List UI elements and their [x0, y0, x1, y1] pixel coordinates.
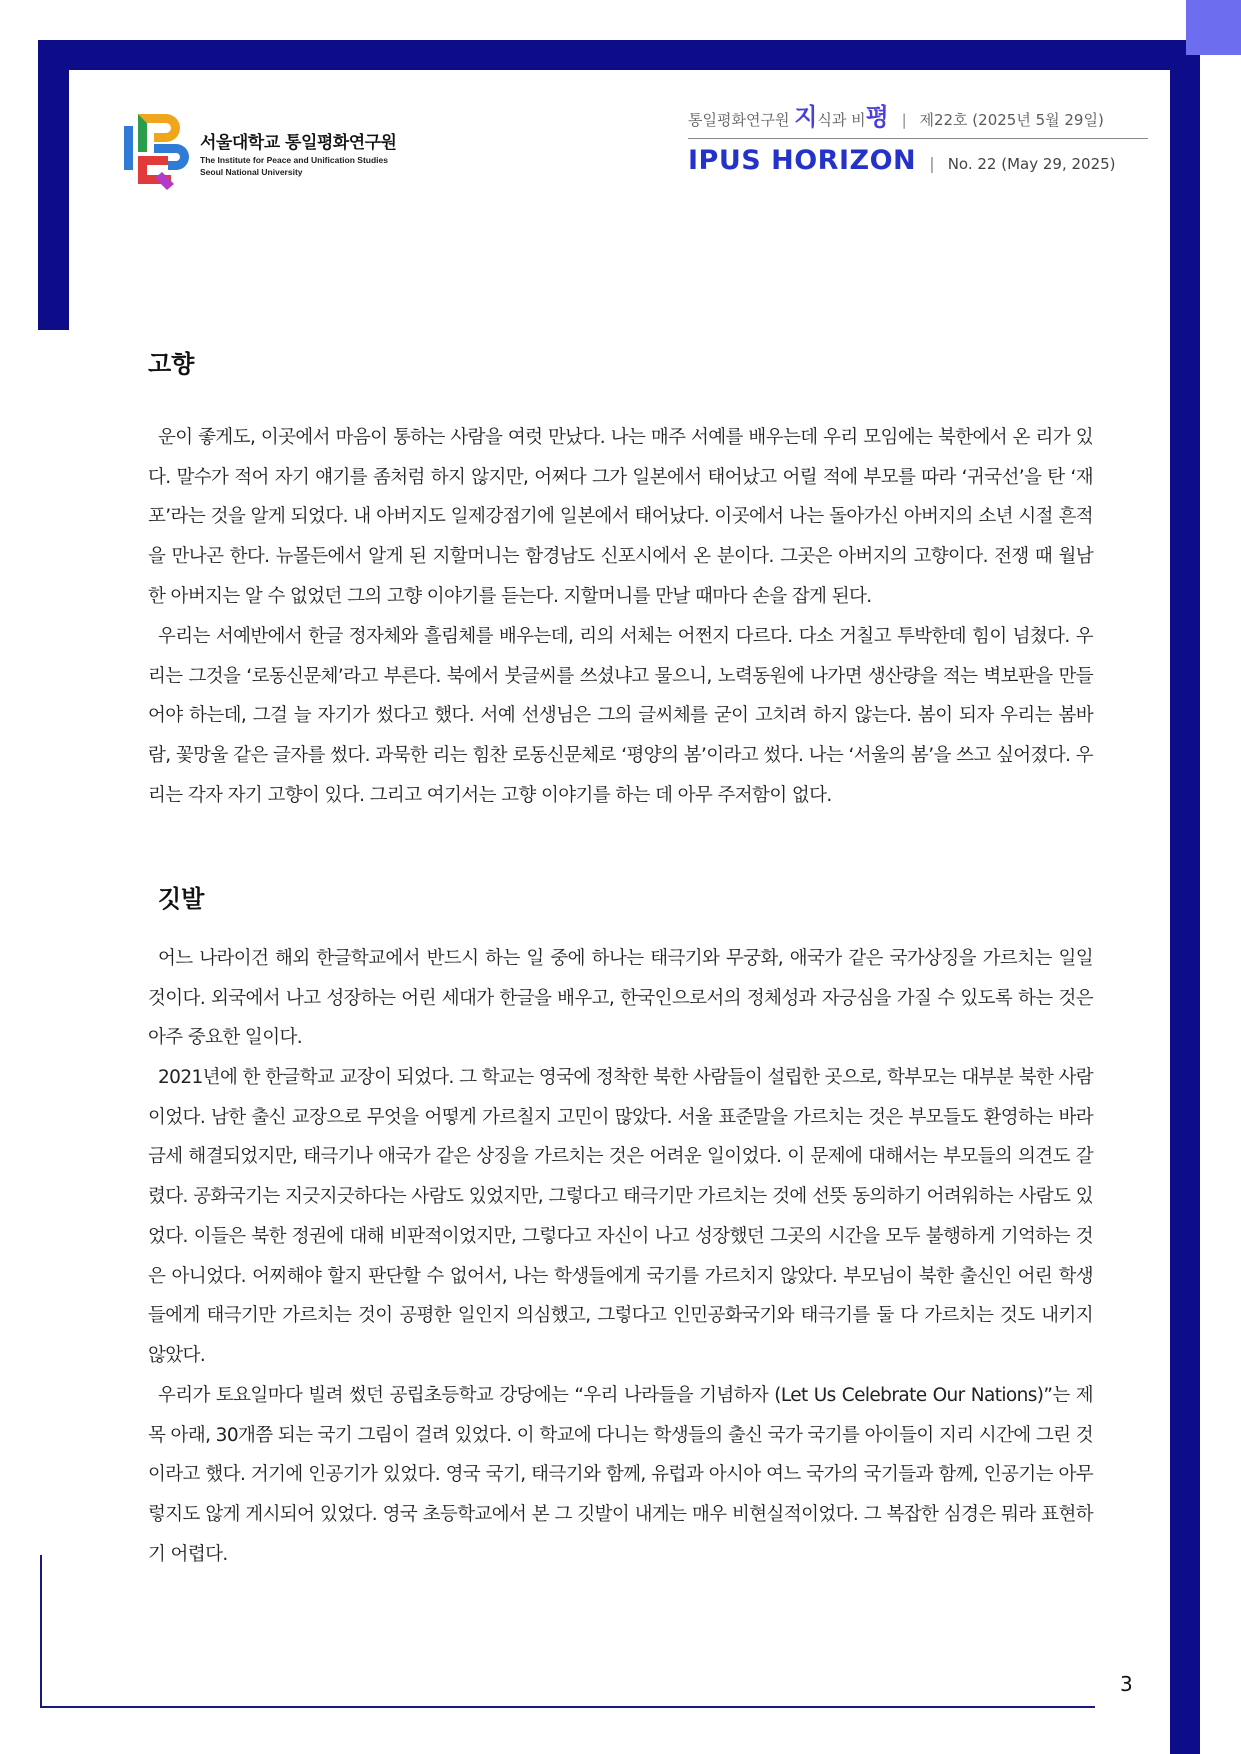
- masthead-korean-line: [688, 102, 1148, 132]
- newsletter-title: IPUS HORIZON: [688, 145, 917, 176]
- series-ji: 지: [794, 103, 818, 131]
- paragraph: 2021년에 한 한글학교 교장이 되었다. 그 학교는 영국에 정착한 북한 사람들이 설립한 곳으로, 학부모는 대부분 북한 사람이었다. 남한 출신 교장으로 무엇을 어떻게 가르칠지 고민이 많았다. 서울 표준말을 가르치는 것은 부모들도 환영하는 바라 금세 해결되었지만, 태극기나 애국가 같은 상징을 가르치는 것은 어려운 일이었다. 이 문제에 대해서는 부모들의 의견도 갈렸다. 공화국기는 지긋지긋하다는 사람도 있었지만, 그렇다고 태극기만 가르치는 것에 선뜻 동의하기 어려워하는 사람도 있었다. 이들은 북한 정권에 대해 비판적이었지만, 그렇다고 자신이 나고 성장했던 그곳의 시간을 모두 불행하게 기억하는 것은 아니었다. 어찌해야 할지 판단할 수 없어서, 나는 학생들에게 국기를 가르치지 않았다. 부모님이 북한 출신인 어린 학생들에게 태극기만 가르치는 것이 공평한 일인지 의심했고, 그렇다고 인민공화국기와 태극기를 둘 다 가르치는 것도 내키지 않았다.: [148, 1067, 1093, 1366]
- page-number: 3: [1120, 1672, 1133, 1696]
- frame-left-bar: [38, 40, 69, 330]
- issue-en: No. 22 (May 29, 2025): [947, 155, 1116, 173]
- org-name-en-line2: Seoul National University: [200, 167, 303, 177]
- paragraph: 우리가 토요일마다 빌려 썼던 공립초등학교 강당에는 “우리 나라들을 기념하자 (Let Us Celebrate Our Nations)”는 제목 아래, 30개쯤 되는 국기 그림이 걸려 있었다. 이 학교에 다니는 학생들의 출신 국가 국기를 아이들이 지리 시간에 그린 것이라고 했다. 거기에 인공기가 있었다. 영국 국기, 태극기와 함께, 유럽과 아시아 여느 국가의 국기들과 함께, 인공기는 아무렇지도 않게 게시되어 있었다. 영국 초등학교에서 본 그 깃발이 내게는 매우 비현실적이었다. 그 복잡한 심경은 뭐라 표현하기 어렵다.: [148, 1385, 1093, 1565]
- section-heading-hometown: 고향: [148, 350, 195, 378]
- ipus-logo-icon: [122, 110, 192, 190]
- separator: |: [929, 154, 935, 173]
- bottom-rule: [40, 1706, 1095, 1708]
- series-sik: 식과 비: [817, 111, 866, 129]
- series-prefix: 통일평화연구원: [688, 111, 790, 129]
- issue-ko: 제22호 (2025년 5월 29일): [919, 111, 1104, 129]
- paragraph: 우리는 서예반에서 한글 정자체와 흘림체를 배우는데, 리의 서체는 어쩐지 다르다. 다소 거칠고 투박한데 힘이 넘쳤다. 우리는 그것을 ‘로동신문체’라고 부른다. 북에서 붓글씨를 쓰셨냐고 물으니, 노력동원에 나가면 생산량을 적는 벽보판을 만들어야 하는데, 그걸 늘 자기가 썼다고 했다. 서예 선생님은 그의 글씨체를 굳이 고치려 하지 않는다. 봄이 되자 우리는 봄바람, 꽃망울 같은 글자를 썼다. 과묵한 리는 힘찬 로동신문체로 ‘평양의 봄’이라고 썼다. 나는 ‘서울의 봄’을 쓰고 싶어졌다. 우리는 각자 자기 고향이 있다. 그리고 여기서는 고향 이야기를 하는 데 아무 주저함이 없다.: [148, 626, 1093, 806]
- paragraph: 어느 나라이건 해외 한글학교에서 반드시 하는 일 중에 하나는 태극기와 무궁화, 애국가 같은 국가상징을 가르치는 일일 것이다. 외국에서 나고 성장하는 어린 세대가 한글을 배우고, 한국인으로서의 정체성과 자긍심을 가질 수 있도록 하는 것은 아주 중요한 일이다.: [148, 948, 1093, 1049]
- series-pyeong: 평: [865, 103, 889, 131]
- section-heading-flag: 깃발: [158, 885, 205, 913]
- paragraph: 운이 좋게도, 이곳에서 마음이 통하는 사람을 여럿 만났다. 나는 매주 서예를 배우는데 우리 모임에는 북한에서 온 리가 있다. 말수가 적어 자기 얘기를 좀처럼 하지 않지만, 어쩌다 그가 일본에서 태어났고 어릴 적에 부모를 따라 ‘귀국선’을 탄 ‘재포’라는 것을 알게 되었다. 내 아버지도 일제강점기에 일본에서 태어났다. 이곳에서 나는 돌아가신 아버지의 소년 시절 흔적을 만나곤 한다. 뉴몰든에서 알게 된 지할머니는 함경남도 신포시에서 온 분이다. 그곳은 아버지의 고향이다. 전쟁 때 월남한 아버지는 알 수 없었던 그의 고향 이야기를 듣는다. 지할머니를 만날 때마다 손을 잡게 된다.: [148, 427, 1093, 607]
- corner-accent: [1186, 0, 1241, 55]
- org-name-ko: 서울대학교 통일평화연구원: [200, 133, 397, 153]
- masthead-english-line: [688, 143, 1148, 179]
- bottom-left-rule: [40, 1555, 42, 1708]
- logo-text: [200, 128, 396, 177]
- masthead: [688, 102, 1148, 179]
- org-name-en-line1: The Institute for Peace and Unification Studies: [200, 155, 388, 165]
- separator: |: [901, 111, 907, 129]
- frame-right-bar: [1170, 40, 1200, 1754]
- institute-logo: [122, 110, 502, 190]
- frame-top-bar: [38, 40, 1200, 70]
- masthead-rule: [688, 138, 1148, 139]
